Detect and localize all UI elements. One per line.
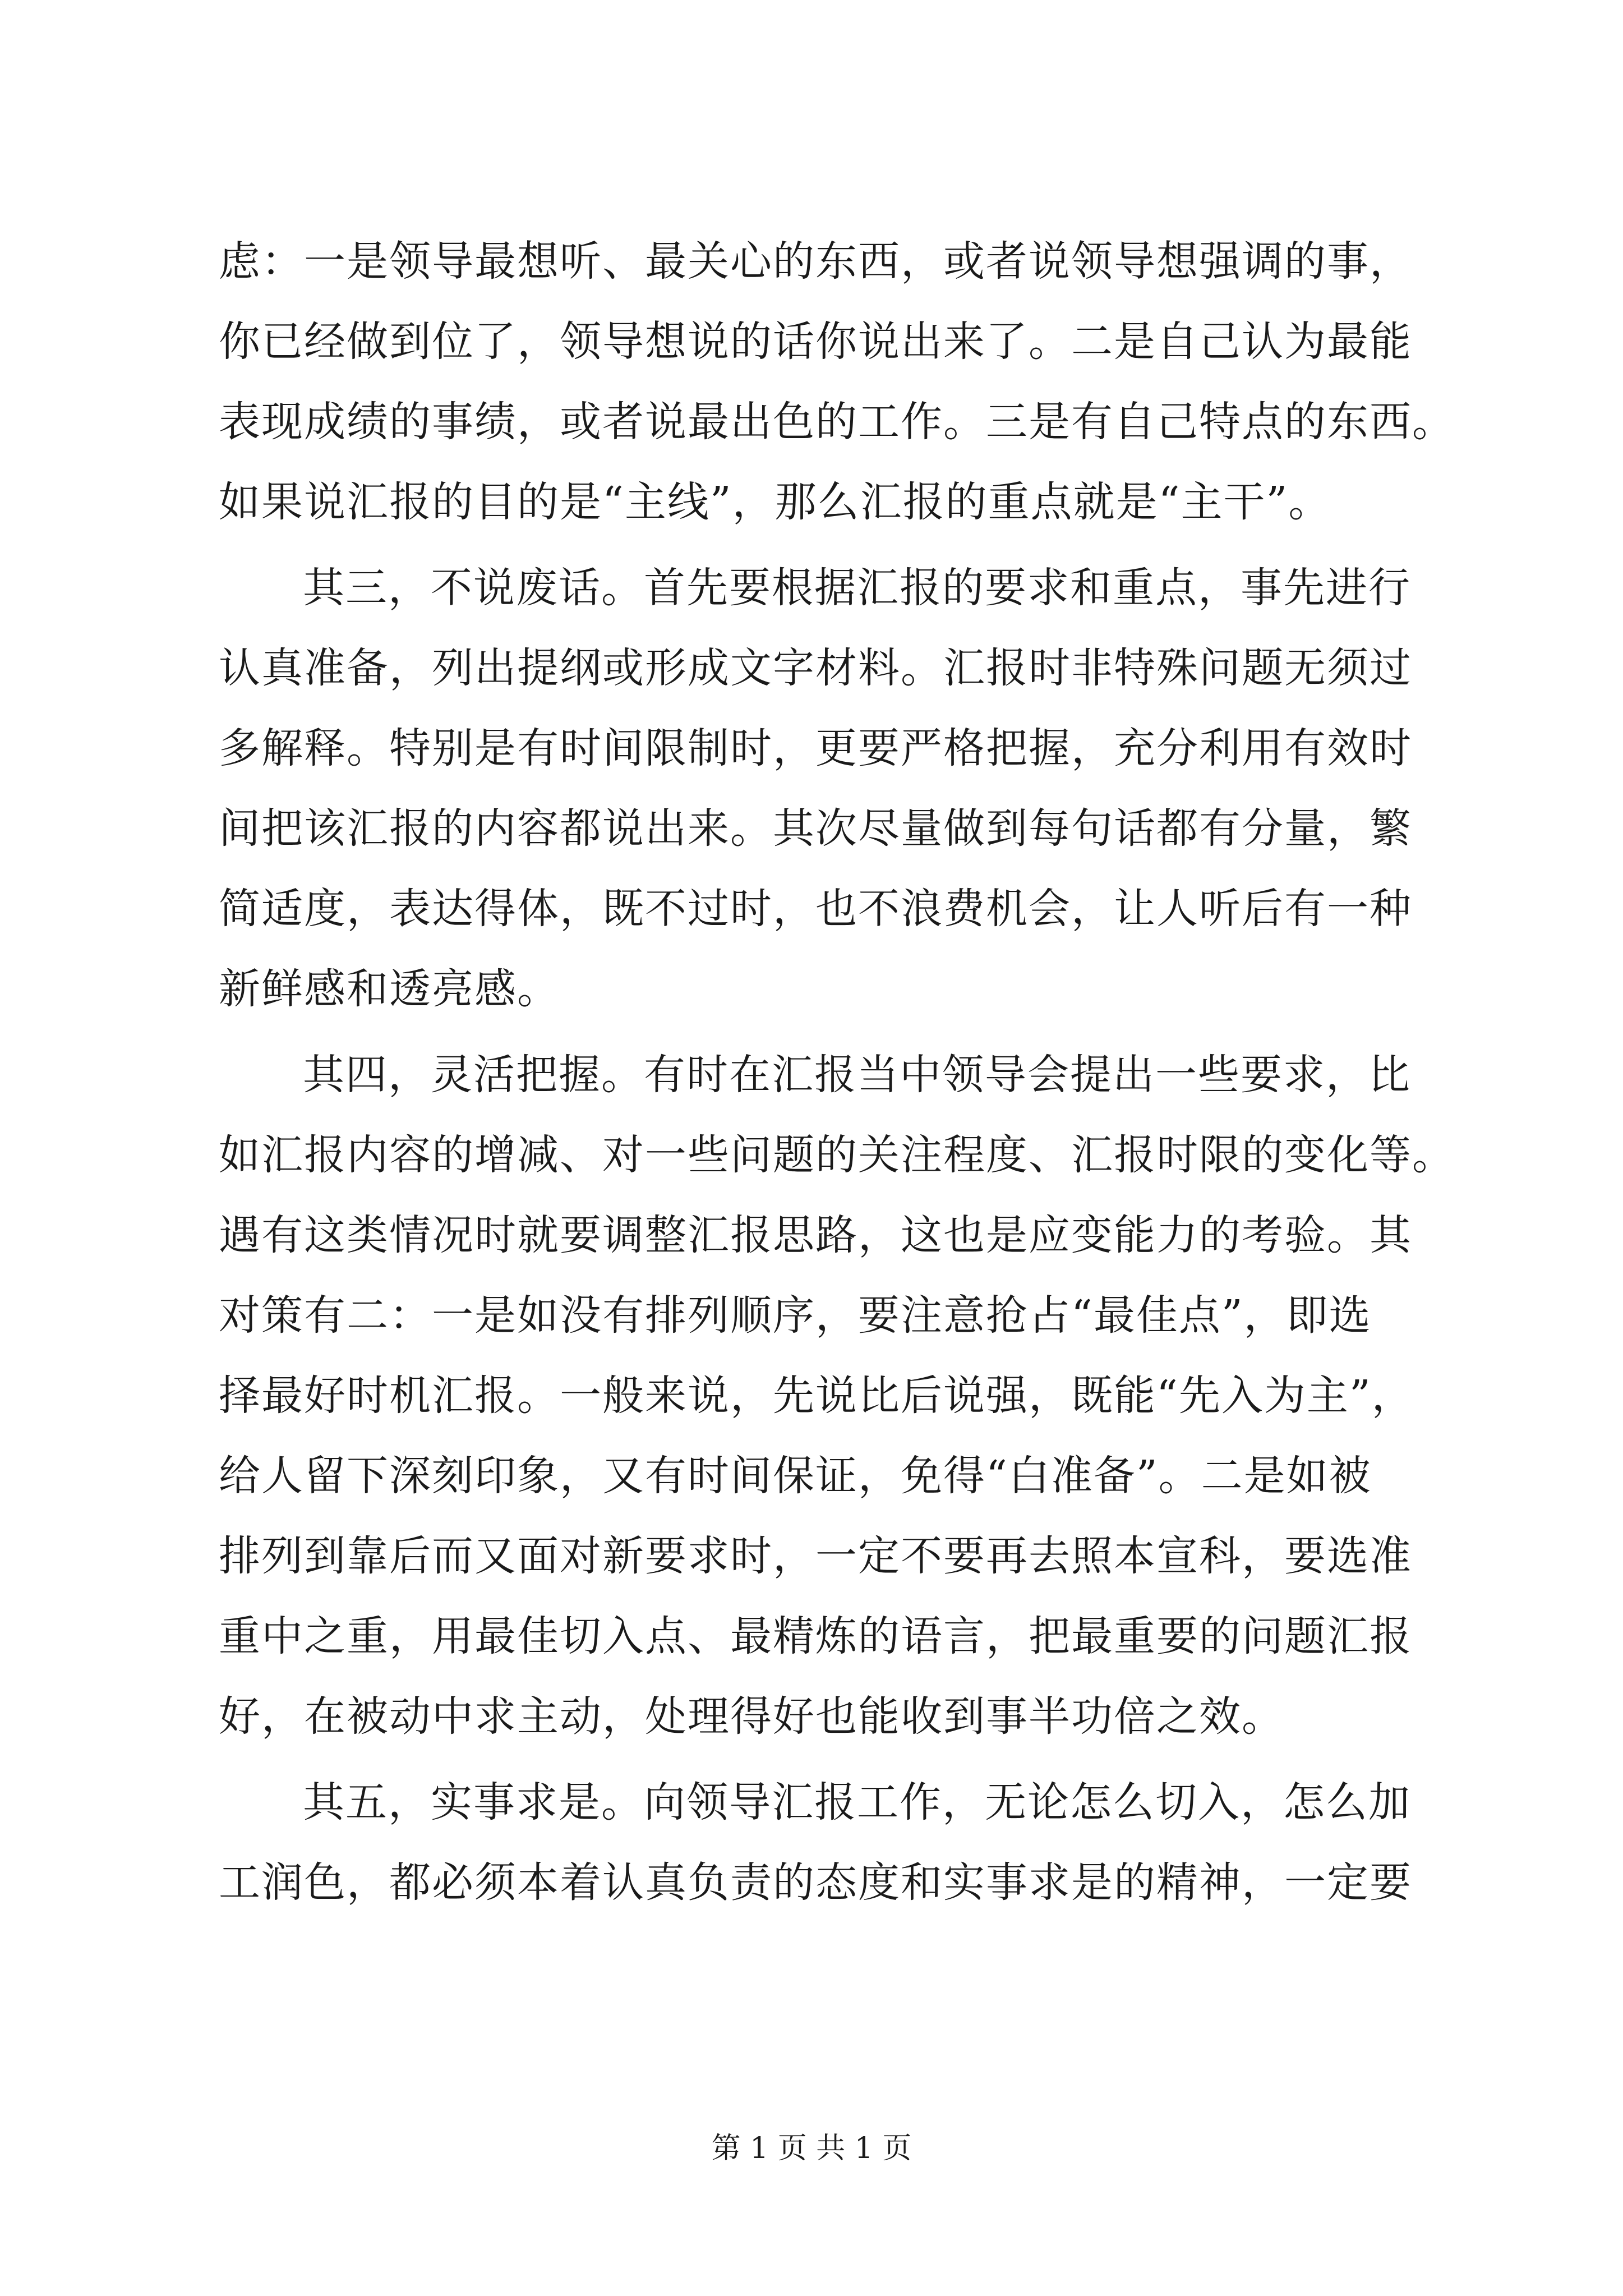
text-line: 虑：一是领导最想听、最关心的东西，或者说领导想强调的事， [219, 237, 1412, 286]
text-line: 多解释。特别是有时间限制时，更要严格把握，充分利用有效时 [219, 724, 1412, 772]
text-line: 如果说汇报的目的是“主线”，那么汇报的重点就是“主干”。 [219, 478, 1331, 526]
text-line: 好，在被动中求主动，处理得好也能收到事半功倍之效。 [219, 1692, 1284, 1741]
text-line: 工润色，都必须本着认真负责的态度和实事求是的精神，一定要 [219, 1858, 1412, 1907]
text-line: 表现成绩的事绩，或者说最出色的工作。三是有自己特点的东西。 [219, 398, 1455, 446]
text-line: 重中之重，用最佳切入点、最精炼的语言，把最重要的问题汇报 [219, 1612, 1412, 1660]
text-line: 简适度，表达得体，既不过时，也不浪费机会，让人听后有一种 [219, 885, 1412, 933]
document-body [219, 222, 1455, 1923]
text-line: 如汇报内容的增减、对一些问题的关注程度、汇报时限的变化等。 [219, 1131, 1455, 1179]
paragraph-start-line: 其三，不说废话。首先要根据汇报的要求和重点，事先进行 [303, 564, 1411, 612]
text-line: 对策有二：一是如没有排列顺序，要注意抢占“最佳点”，即选 [219, 1291, 1372, 1340]
paragraph-start-line: 其五，实事求是。向领导汇报工作，无论怎么切入，怎么加 [303, 1778, 1411, 1826]
text-line: 排列到靠后而又面对新要求时，一定不要再去照本宣科，要选准 [219, 1532, 1412, 1580]
text-line: 给人留下深刻印象，又有时间保证，免得“白准备”。二是如被 [219, 1452, 1372, 1500]
text-line: 间把该汇报的内容都说出来。其次尽量做到每句话都有分量，繁 [219, 804, 1412, 853]
text-line: 遇有这类情况时就要调整汇报思路，这也是应变能力的考验。其 [219, 1211, 1412, 1259]
text-line: 你已经做到位了，领导想说的话你说出来了。二是自己认为最能 [219, 318, 1412, 366]
paragraph-start-line: 其四，灵活把握。有时在汇报当中领导会提出一些要求，比 [303, 1051, 1411, 1099]
text-line: 择最好时机汇报。一般来说，先说比后说强，既能“先入为主”， [219, 1372, 1414, 1420]
text-line: 认真准备，列出提纲或形成文字材料。汇报时非特殊问题无须过 [219, 644, 1412, 692]
page-footer: 第 1 页 共 1 页 [711, 2132, 912, 2165]
text-line: 新鲜感和透亮感。 [219, 965, 560, 1013]
